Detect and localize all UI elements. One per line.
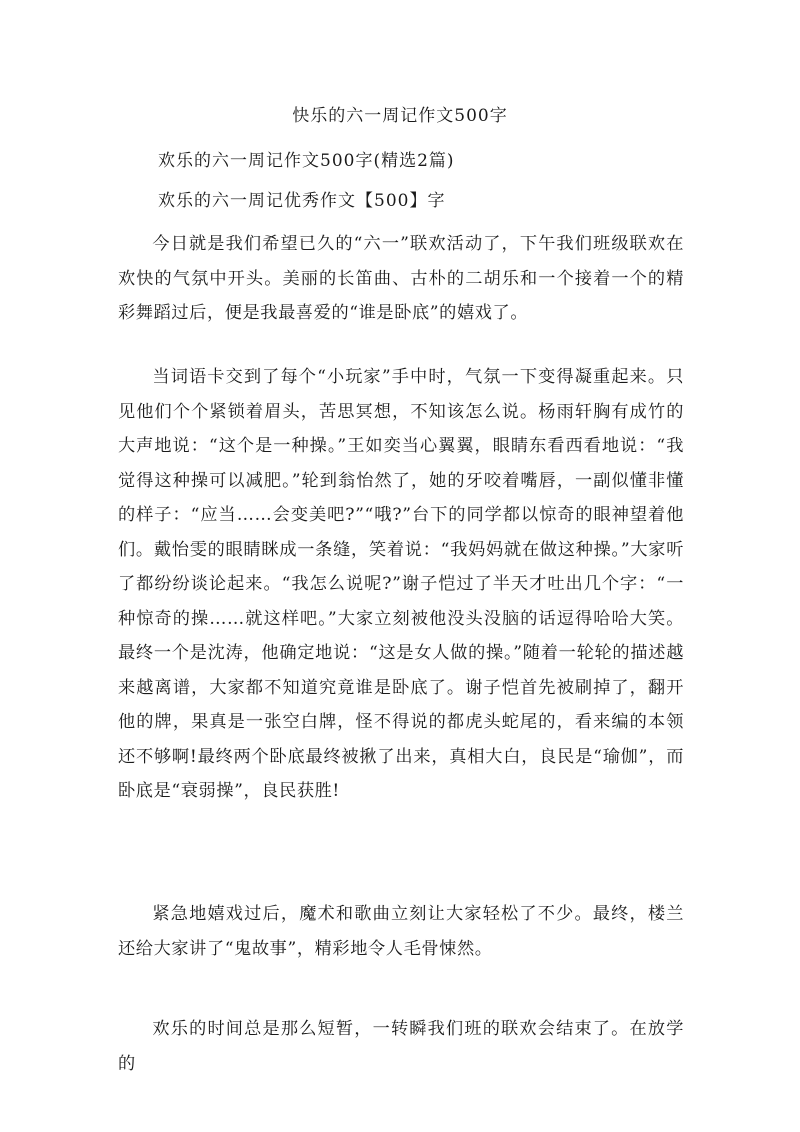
paragraph-after-game: 紧急地嬉戏过后，魔术和歌曲立刻让大家轻松了不少。最终，楼兰还给大家讲了“鬼故事”，精彩地令人毛骨悚然。 [118, 904, 684, 959]
paragraph-intro: 今日就是我们希望已久的“六一”联欢活动了，下午我们班级联欢在欢快的气氛中开头。美丽的长笛曲、古朴的二胡乐和一个接着一个的精彩舞蹈过后，便是我最喜爱的“谁是卧底”的嬉戏了。 [118, 234, 684, 323]
paragraph-ending: 欢乐的时间总是那么短暂，一转瞬我们班的联欢会结束了。在放学的 [118, 1019, 684, 1074]
page-title: 快乐的六一周记作文500字 [292, 106, 508, 126]
subtitle-excellent-essay: 欢乐的六一周记优秀作文【500】字 [158, 191, 446, 211]
paragraph-game: 当词语卡交到了每个“小玩家”手中时，气氛一下变得凝重起来。只见他们个个紧锁着眉头，苦思冥想，不知该怎么说。杨雨轩胸有成竹的大声地说：“这个是一种操。”王如奕当心翼翼，眼睛东看西看地说：“我觉得这种操可以减肥。”轮到翁怡然了，她的牙咬着嘴唇，一副似懂非懂的样子：“应当……会变美吧?”“哦?”台下的同学都以惊奇的眼神望着他们。戴怡雯的眼睛眯成一条缝，笑着说：“我妈妈就在做这种操。”大家听了都纷纷谈论起来。“我怎么说呢?”谢子恺过了半天才吐出几个字：“一种惊奇的操……就这样吧。”大家立刻被他没头没脑的话逗得哈哈大笑。最终一个是沈涛，他确定地说：“这是女人做的操。”随着一轮轮的描述越来越离谱，大家都不知道究竟谁是卧底了。谢子恺首先被刷掉了，翻开他的牌，果真是一张空白牌，怪不得说的都虎头蛇尾的，看来编的本领还不够啊!最终两个卧底最终被揪了出来，真相大白，良民是“瑜伽”，而卧底是“衰弱操”，良民获胜! [118, 367, 684, 801]
subtitle-selected-essays: 欢乐的六一周记作文500字(精选2篇) [158, 151, 455, 171]
